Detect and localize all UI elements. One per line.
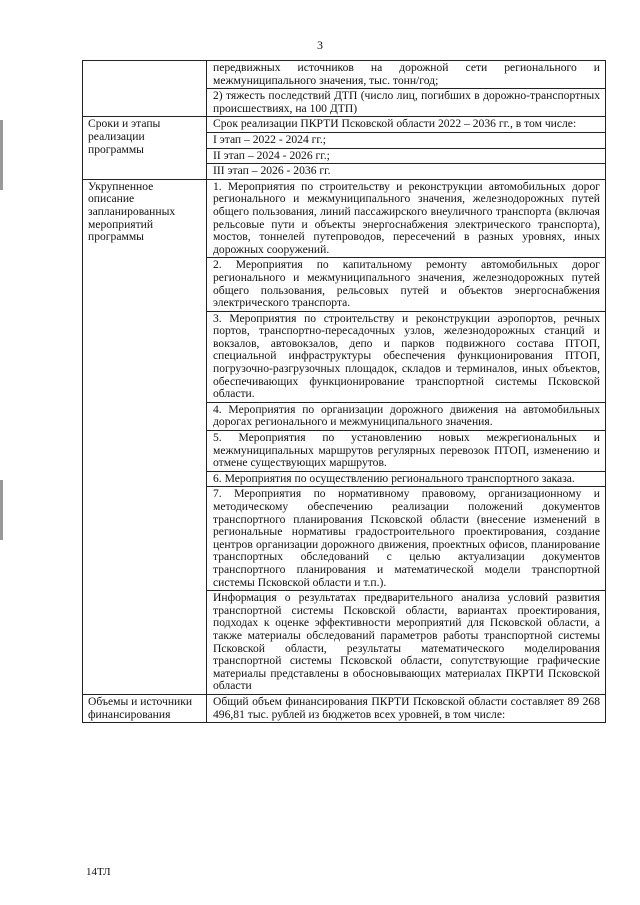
- paragraph: 5. Мероприятия по установлению новых межрегиональных и межмуниципальных маршрутов регулярных перевозок ПТОП, изменению и отмене существующих маршрутов.: [207, 430, 605, 471]
- paragraph: 2. Мероприятия по капитальному ремонту автомобильных дорог регионального и межмуниципального значения, железнодорожных путей общего пользования, рельсовых путей и объектов энергоснабжения электрического транспорта.: [207, 257, 605, 310]
- paragraph: 1. Мероприятия по строительству и реконструкции автомобильных дорог регионального и межмуниципального значения, железнодорожных путей общего пользования, линий пассажирского внеуличного транспорта (включая рельсовые пути и объекты энергоснабжения электрического транспорта), мостов, тоннелей путепроводов, пересечений в разных уровнях, иных дорожных сооружений.: [213, 179, 600, 256]
- row-label: Укрупненное описание запланированных мероприятий программы: [88, 179, 176, 244]
- row-content-cell: [207, 694, 606, 722]
- row-label: Объемы и источники финансирования: [88, 694, 193, 721]
- row-label-cell: [83, 179, 207, 694]
- row-content-cell: [207, 179, 606, 694]
- paragraph: Срок реализации ПКРТИ Псковской области 2022 – 2036 гг., в том числе:: [213, 117, 577, 131]
- row-label: Сроки и этапы реализации программы: [88, 117, 161, 156]
- row-label-cell: [83, 694, 207, 722]
- scan-edge-mark: [0, 480, 3, 540]
- paragraph: 4. Мероприятия по организации дорожного движения на автомобильных дорогах регионального и межмуниципального значения.: [207, 402, 605, 430]
- row-label-cell: [83, 117, 207, 179]
- paragraph: I этап – 2022 - 2024 гг.;: [207, 132, 605, 148]
- paragraph: II этап – 2024 - 2026 гг.;: [207, 148, 605, 164]
- page-number: 3: [317, 38, 323, 52]
- row-content-cell: [207, 61, 606, 117]
- paragraph: 7. Мероприятия по нормативному правовому, организационному и методическому обеспечению реализации положений документов транспортного планирования Псковской области (внесение изменений в региональные нормативы градостроительного проектирования, создание центров организации дорожного движения, проектных офисов, планирование транспортных обследований с целью актуализации документов транспортного планирования и математической модели транспортной системы Псковской области и т.п.).: [207, 486, 605, 590]
- paragraph: Информация о результатах предварительного анализа условий развития транспортной системы Псковской области, вариантах проектирования, подходах к оценке эффективности мероприятий для Псковской области, а также материалы обследований параметров работы транспортной системы Псковской области, результаты математического моделирования транспортной системы Псковской области, сопутствующие графические материалы представлены в обосновывающих материалах ПКРТИ Псковской области: [207, 590, 605, 694]
- table-row: [83, 61, 606, 117]
- table-row: [83, 694, 606, 722]
- paragraph: 2) тяжесть последствий ДТП (число лиц, погибших в дорожно-транспортных происшествиях, на 100 ДТП): [207, 88, 605, 116]
- paragraph: передвижных источников на дорожной сети регионального и межмуниципального значения, тыс. тонн/год;: [213, 61, 600, 87]
- program-passport-table: [82, 60, 606, 723]
- row-label: [83, 61, 206, 62]
- paragraph: III этап – 2026 - 2036 гг.: [207, 163, 605, 179]
- scan-edge-mark: [0, 120, 3, 190]
- row-label-cell: [83, 61, 207, 117]
- table-row: [83, 179, 606, 694]
- paragraph: 3. Мероприятия по строительству и реконструкции аэропортов, речных портов, транспортно-пересадочных узлов, железнодорожных станций и вокзалов, автовокзалов, депо и парков подвижного состава ПТОП, специальной инфраструктуры обеспечения функционирования ПТОП, погрузочно-разгрузочных площадок, складов и терминалов, иных объектов, обеспечивающих функционирование транспортной системы Псковской области.: [207, 311, 605, 402]
- table-row: [83, 117, 606, 179]
- paragraph: Общий объем финансирования ПКРТИ Псковской области составляет 89 268 496,81 тыс. рублей из бюджетов всех уровней, в том числе:: [213, 694, 600, 721]
- paragraph: 6. Мероприятия по осуществлению регионального транспортного заказа.: [207, 471, 605, 487]
- row-content-cell: [207, 117, 606, 179]
- document-code: 14ТЛ: [86, 866, 111, 878]
